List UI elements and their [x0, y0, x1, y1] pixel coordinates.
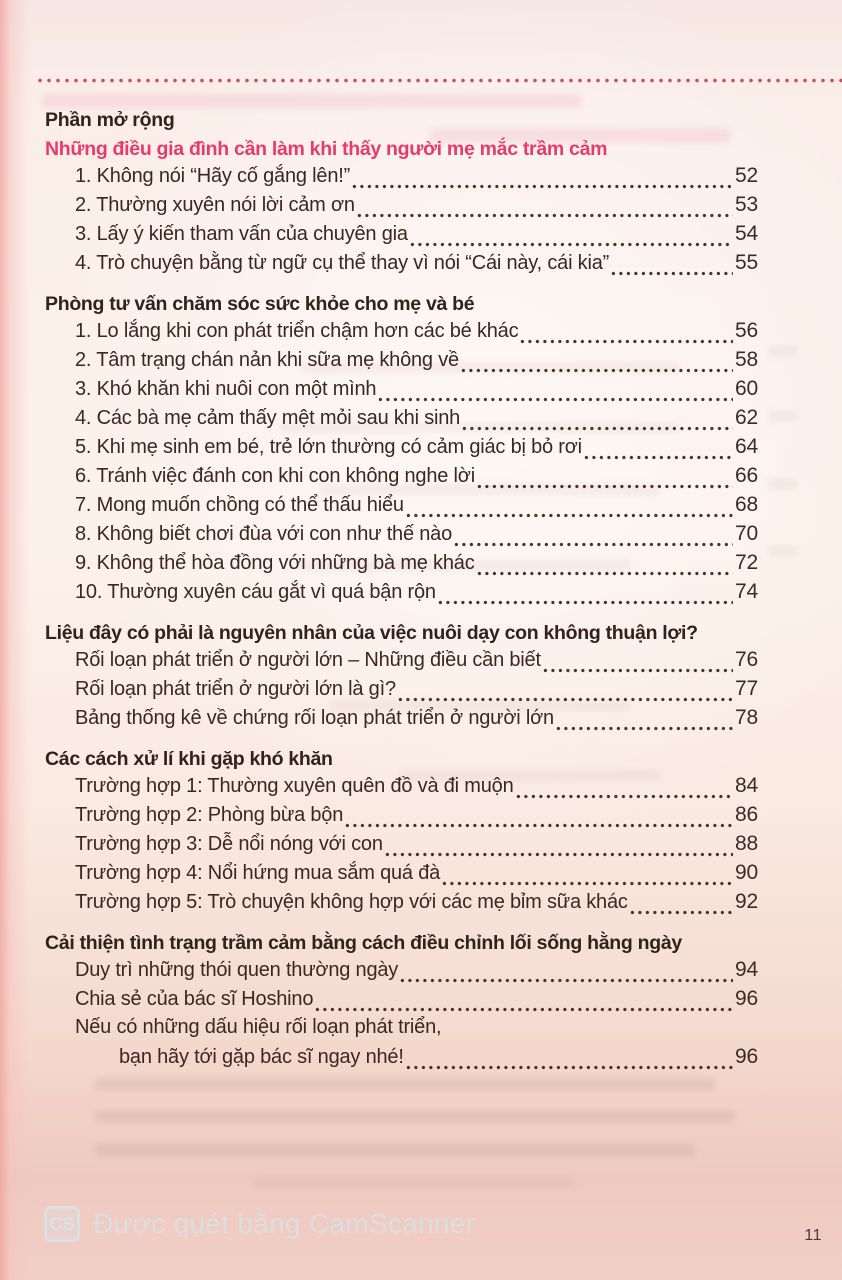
- toc-item-page-number: 54: [735, 222, 758, 245]
- dot-leader: [520, 337, 733, 348]
- toc-item-label: Trường hợp 2: Phòng bừa bộn: [75, 804, 344, 826]
- toc-item: [45, 493, 758, 522]
- toc-item-page-number: 62: [735, 406, 758, 429]
- toc-item: [45, 319, 758, 348]
- dot-leader: [357, 211, 733, 222]
- camscanner-badge-text: CS: [49, 1213, 75, 1234]
- toc-item-page-number: 88: [735, 832, 758, 855]
- toc-item-label: 6. Tránh việc đánh con khi con không nghe lời: [75, 465, 475, 487]
- toc-item-page-number: 66: [735, 464, 758, 487]
- toc-section: [45, 290, 758, 609]
- toc-item-label: Trường hợp 1: Thường xuyên quên đồ và đi muộn: [75, 775, 514, 797]
- toc-item-label: 3. Khó khăn khi nuôi con một mình: [75, 378, 377, 400]
- toc-item-label: 5. Khi mẹ sinh em bé, trẻ lớn thường có cảm giác bị bỏ rơi: [75, 436, 582, 458]
- toc-item-label: 10. Thường xuyên cáu gắt vì quá bận rộn: [75, 581, 436, 603]
- toc-item-page-number: 53: [735, 193, 758, 216]
- toc-item-page-number: 74: [735, 580, 758, 603]
- section-heading: Cải thiện tình trạng trầm cảm bằng cách điều chỉnh lối sống hằng ngày: [45, 932, 682, 954]
- dot-leader: [345, 821, 733, 832]
- toc-item-label: 4. Các bà mẹ cảm thấy mệt mỏi sau khi sinh: [75, 407, 461, 429]
- toc-item: [45, 1016, 758, 1045]
- bleed-through-artifact: [95, 1110, 735, 1123]
- toc-item: [45, 803, 758, 832]
- page-number: 11: [804, 1227, 822, 1244]
- toc-item-label: Chia sẻ của bác sĩ Hoshino: [75, 988, 314, 1010]
- toc-item-page-number: 96: [735, 987, 758, 1010]
- toc-item: [45, 677, 758, 706]
- toc-item: [45, 987, 758, 1016]
- toc-item: [45, 861, 758, 890]
- toc-item-label: bạn hãy tới gặp bác sĩ ngay nhé!: [119, 1046, 404, 1068]
- camscanner-logo-icon: [44, 1206, 80, 1242]
- toc-section: [45, 619, 758, 735]
- toc-item-label: Duy trì những thói quen thường ngày: [75, 959, 399, 981]
- section-heading: Các cách xử lí khi gặp khó khăn: [45, 748, 333, 770]
- dot-leader: [438, 598, 733, 609]
- bleed-through-artifact: [768, 478, 798, 490]
- toc-item-label: Trường hợp 5: Trò chuyện không hợp với các mẹ bỉm sữa khác: [75, 891, 628, 913]
- toc-item-label: Bảng thống kê về chứng rối loạn phát triển ở người lớn: [75, 707, 554, 729]
- dot-leader: [611, 269, 733, 280]
- toc-item: [45, 348, 758, 377]
- bleed-through-artifact: [255, 1178, 575, 1188]
- toc-item: [45, 164, 758, 193]
- bleed-through-artifact: [768, 345, 798, 357]
- bleed-through-artifact: [768, 410, 798, 422]
- toc-item: [45, 1045, 758, 1074]
- dot-leader: [462, 424, 733, 435]
- toc-item-label: 1. Lo lắng khi con phát triển chậm hơn các bé khác: [75, 320, 519, 342]
- watermark-text: Được quét bằng CamScanner: [93, 1208, 476, 1239]
- toc-item: [45, 222, 758, 251]
- toc-item-label: Trường hợp 3: Dễ nổi nóng với con: [75, 833, 383, 855]
- dot-leader: [378, 395, 733, 406]
- toc-item-label: 9. Không thể hòa đồng với những bà mẹ khác: [75, 552, 475, 574]
- toc-item: [45, 890, 758, 919]
- dot-leader: [477, 569, 734, 580]
- toc-item-label: 2. Tâm trạng chán nản khi sữa mẹ không về: [75, 349, 459, 371]
- toc-item-label: 8. Không biết chơi đùa với con như thế nào: [75, 523, 453, 545]
- toc-item-page-number: 86: [735, 803, 758, 826]
- toc-item-page-number: 68: [735, 493, 758, 516]
- toc-item-page-number: 76: [735, 648, 758, 671]
- dot-leader: [556, 724, 733, 735]
- dot-leader: [461, 366, 733, 377]
- toc-item: [45, 774, 758, 803]
- toc-item: [45, 406, 758, 435]
- dot-leader: [398, 695, 733, 706]
- toc-item-label: 2. Thường xuyên nói lời cảm ơn: [75, 194, 355, 216]
- dot-leader: [630, 908, 733, 919]
- toc-item-page-number: 77: [735, 677, 758, 700]
- section-heading-accent: Những điều gia đình cần làm khi thấy người mẹ mắc trầm cảm: [45, 138, 608, 160]
- toc-item-label: 4. Trò chuyện bằng từ ngữ cụ thể thay vì nói “Cái này, cái kia”: [75, 252, 610, 274]
- dot-leader: [516, 792, 734, 803]
- toc-item-page-number: 72: [735, 551, 758, 574]
- toc-item: [45, 377, 758, 406]
- dot-leader: [315, 1005, 733, 1016]
- dot-leader: [406, 1063, 733, 1074]
- dot-leader: [406, 511, 733, 522]
- section-heading: Phòng tư vấn chăm sóc sức khỏe cho mẹ và bé: [45, 293, 475, 315]
- toc-item-label: Rối loạn phát triển ở người lớn là gì?: [75, 678, 396, 700]
- camscanner-watermark: [44, 1206, 475, 1242]
- toc-item-label: 7. Mong muốn chồng có thể thấu hiểu: [75, 494, 404, 516]
- toc: [45, 106, 758, 1074]
- toc-item-page-number: 52: [735, 164, 758, 187]
- dot-leader: [410, 240, 733, 251]
- toc-section: [45, 106, 758, 280]
- dot-leader: [442, 879, 733, 890]
- dot-leader: [477, 482, 733, 493]
- dot-leader: [543, 666, 733, 677]
- toc-item-page-number: 94: [735, 958, 758, 981]
- toc-item: [45, 435, 758, 464]
- dot-leader: [385, 850, 733, 861]
- toc-item-label: 1. Không nói “Hãy cố gắng lên!”: [75, 165, 351, 187]
- toc-item-page-number: 70: [735, 522, 758, 545]
- toc-section: [45, 929, 758, 1074]
- bleed-through-artifact: [95, 1143, 695, 1156]
- toc-item-label: Trường hợp 4: Nổi hứng mua sắm quá đà: [75, 862, 441, 884]
- toc-item-label: 3. Lấy ý kiến tham vấn của chuyên gia: [75, 223, 408, 245]
- toc-item-label: Rối loạn phát triển ở người lớn – Những điều cần biết: [75, 649, 541, 671]
- toc-item-page-number: 92: [735, 890, 758, 913]
- toc-item: [45, 958, 758, 987]
- toc-item: [45, 706, 758, 735]
- bleed-through-artifact: [768, 545, 798, 557]
- toc-section: [45, 745, 758, 919]
- toc-item: [45, 522, 758, 551]
- dot-leader: [584, 453, 733, 464]
- toc-item: [45, 193, 758, 222]
- toc-item-page-number: 58: [735, 348, 758, 371]
- toc-item: [45, 580, 758, 609]
- section-heading: Phần mở rộng: [45, 109, 175, 131]
- page-left-edge-shadow: [0, 0, 30, 1280]
- toc-item: [45, 251, 758, 280]
- toc-item: [45, 464, 758, 493]
- dot-leader: [454, 540, 733, 551]
- toc-item-page-number: 96: [735, 1045, 758, 1068]
- toc-item: [45, 648, 758, 677]
- toc-item: [45, 551, 758, 580]
- section-heading: Liệu đây có phải là nguyên nhân của việc nuôi dạy con không thuận lợi?: [45, 622, 698, 644]
- toc-item: [45, 832, 758, 861]
- toc-item-page-number: 90: [735, 861, 758, 884]
- toc-item-page-number: 60: [735, 377, 758, 400]
- toc-item-page-number: 56: [735, 319, 758, 342]
- toc-item-page-number: 78: [735, 706, 758, 729]
- toc-item-page-number: 84: [735, 774, 758, 797]
- toc-item-page-number: 64: [735, 435, 758, 458]
- toc-item-label: Nếu có những dấu hiệu rối loạn phát triển,: [75, 1016, 442, 1038]
- bleed-through-artifact: [95, 1078, 715, 1091]
- dotted-divider-line: [38, 78, 842, 83]
- dot-leader: [352, 182, 733, 193]
- toc-item-page-number: 55: [735, 251, 758, 274]
- dot-leader: [400, 976, 733, 987]
